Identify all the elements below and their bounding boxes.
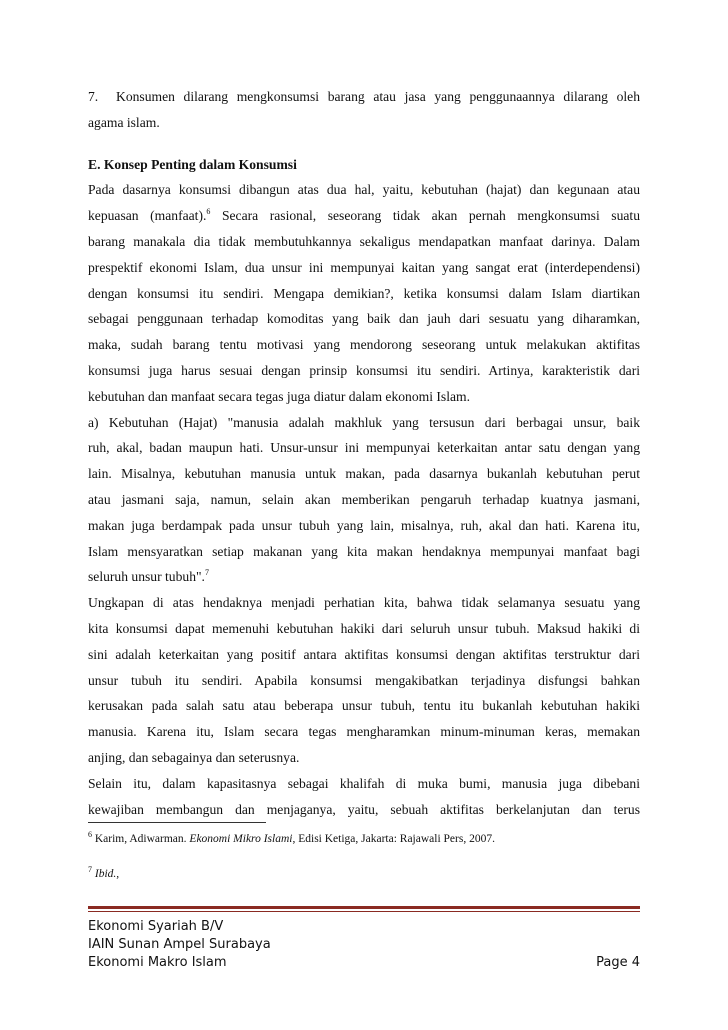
paragraph-line: unsur tubuh itu sendiri. Apabila konsumsi mengakibatkan terjadinya disfungsi bahkan bbox=[88, 672, 640, 688]
paragraph-line: sebagai penggunaan terhadap komoditas yang baik dan jauh dari sesuatu yang diharamkan, bbox=[88, 311, 640, 327]
footnote-text: Ibid., bbox=[94, 868, 120, 880]
page-footer bbox=[88, 918, 640, 972]
list-number: 7. bbox=[88, 89, 99, 104]
paragraph-line: kebutuhan dan manfaat secara tegas juga diatur dalam ekonomi Islam. bbox=[88, 388, 470, 404]
footnote-7 bbox=[88, 865, 120, 880]
paragraph-line: lain. Misalnya, kebutuhan manusia untuk makan, pada dasarnya bukanlah kebutuhan perut bbox=[88, 466, 640, 482]
footer-course: Ekonomi Makro Islam bbox=[88, 955, 227, 970]
paragraph-line: Pada dasarnya konsumsi dibangun atas dua hal, yaitu, kebutuhan (hajat) dan kegunaan atau bbox=[88, 182, 640, 198]
paragraph-line: anjing, dan sebagainya dan seterusnya. bbox=[88, 749, 300, 765]
paragraph-line: dengan konsumsi itu sendiri. Mengapa demikian?, ketika konsumsi dalam Islam diartikan bbox=[88, 285, 640, 301]
footnote-title: Ekonomi Mikro Islami bbox=[189, 833, 293, 845]
paragraph-line: makan juga berdampak pada unsur tubuh yang lain, misalnya, ruh, akal dan hati. Karena itu, bbox=[88, 517, 640, 533]
paragraph-line: kerusakan pada salah satu atau beberapa unsur tubuh, tentu itu bukanlah kebutuhan hakiki bbox=[88, 698, 640, 714]
footnote-ref-6: 6 bbox=[206, 207, 211, 217]
paragraph-line: Selain itu, dalam kapasitasnya sebagai khalifah di muka bumi, manusia juga dibebani bbox=[88, 775, 640, 791]
footer-divider-thick bbox=[88, 906, 640, 909]
paragraph-line: Ungkapan di atas hendaknya menjadi perhatian kita, bahwa tidak selamanya sesuatu yang bbox=[88, 595, 640, 611]
paragraph-line: manusia. Karena itu, Islam secara tegas mengharamkan minum-minuman keras, memakan bbox=[88, 724, 640, 740]
footnote-divider bbox=[88, 822, 266, 823]
body-text bbox=[88, 84, 640, 822]
paragraph-line: atau jasmani saja, namun, selain akan memberikan pengaruh terhadap kuatnya jasmani, bbox=[88, 491, 640, 507]
footnote-number: 7 bbox=[88, 865, 92, 874]
paragraph-line: ruh, akal, badan maupun hati. Unsur-unsur ini mempunyai keterkaitan antar satu dengan yang bbox=[88, 440, 640, 456]
footer-line: Ekonomi Syariah B/V bbox=[88, 919, 224, 934]
list-item-7-continuation: agama islam. bbox=[88, 114, 160, 130]
list-item-a: a) Kebutuhan (Hajat) "manusia adalah makhluk yang tersusun dari berbagai unsur, baik bbox=[88, 414, 640, 430]
paragraph-line: maka, sudah barang tentu motivasi yang mendorong seseorang untuk melakukan aktifitas bbox=[88, 337, 640, 353]
footnote-number: 6 bbox=[88, 830, 92, 839]
paragraph-text: kepuasan (manfaat). bbox=[88, 208, 207, 224]
section-heading: E. Konsep Penting dalam Konsumsi bbox=[88, 156, 297, 172]
paragraph-line: kita konsumsi dapat memenuhi kebutuhan hakiki dari seluruh unsur tubuh. Maksud hakiki di bbox=[88, 620, 640, 636]
page-number: Page 4 bbox=[596, 955, 640, 970]
footer-line: IAIN Sunan Ampel Surabaya bbox=[88, 937, 271, 952]
footnote-6 bbox=[88, 830, 495, 845]
list-item-text: Konsumen dilarang mengkonsumsi barang atau jasa yang penggunaannya dilarang oleh bbox=[116, 89, 640, 104]
paragraph-line bbox=[88, 203, 640, 229]
paragraph-text: seluruh unsur tubuh". bbox=[88, 569, 205, 585]
paragraph-line: prespektif ekonomi Islam, dua unsur ini mempunyai kaitan yang sangat erat (interdependensi) bbox=[88, 259, 640, 275]
footnote-details: , Edisi Ketiga, Jakarta: Rajawali Pers, 2007. bbox=[292, 833, 495, 845]
list-item-7 bbox=[88, 84, 640, 110]
paragraph-line: konsumsi juga harus sesuai dengan prinsip konsumsi itu sendiri. Artinya, karakteristik dari bbox=[88, 362, 640, 378]
paragraph-line bbox=[88, 564, 640, 590]
paragraph-line: Islam mensyaratkan setiap makanan yang kita makan hendaknya mempunyai manfaat bagi bbox=[88, 543, 640, 559]
paragraph-text: Secara rasional, seseorang tidak akan pernah mengkonsumsi suatu bbox=[221, 208, 640, 224]
paragraph-line: barang manakala dia tidak membutuhkannya sekaligus mendapatkan manfaat darinya. Dalam bbox=[88, 233, 640, 249]
paragraph-line: sini adalah keterkaitan yang positif antara aktifitas konsumsi dengan aktifitas terstruktur dari bbox=[88, 646, 640, 662]
footer-line bbox=[88, 954, 640, 972]
footer-divider-thin bbox=[88, 911, 640, 912]
paragraph-line: kewajiban membangun dan menjaganya, yaitu, sebuah aktifitas berkelanjutan dan terus bbox=[88, 801, 640, 817]
footnote-author: Karim, Adiwarman. bbox=[94, 833, 190, 845]
footnote-ref-7: 7 bbox=[204, 568, 209, 578]
